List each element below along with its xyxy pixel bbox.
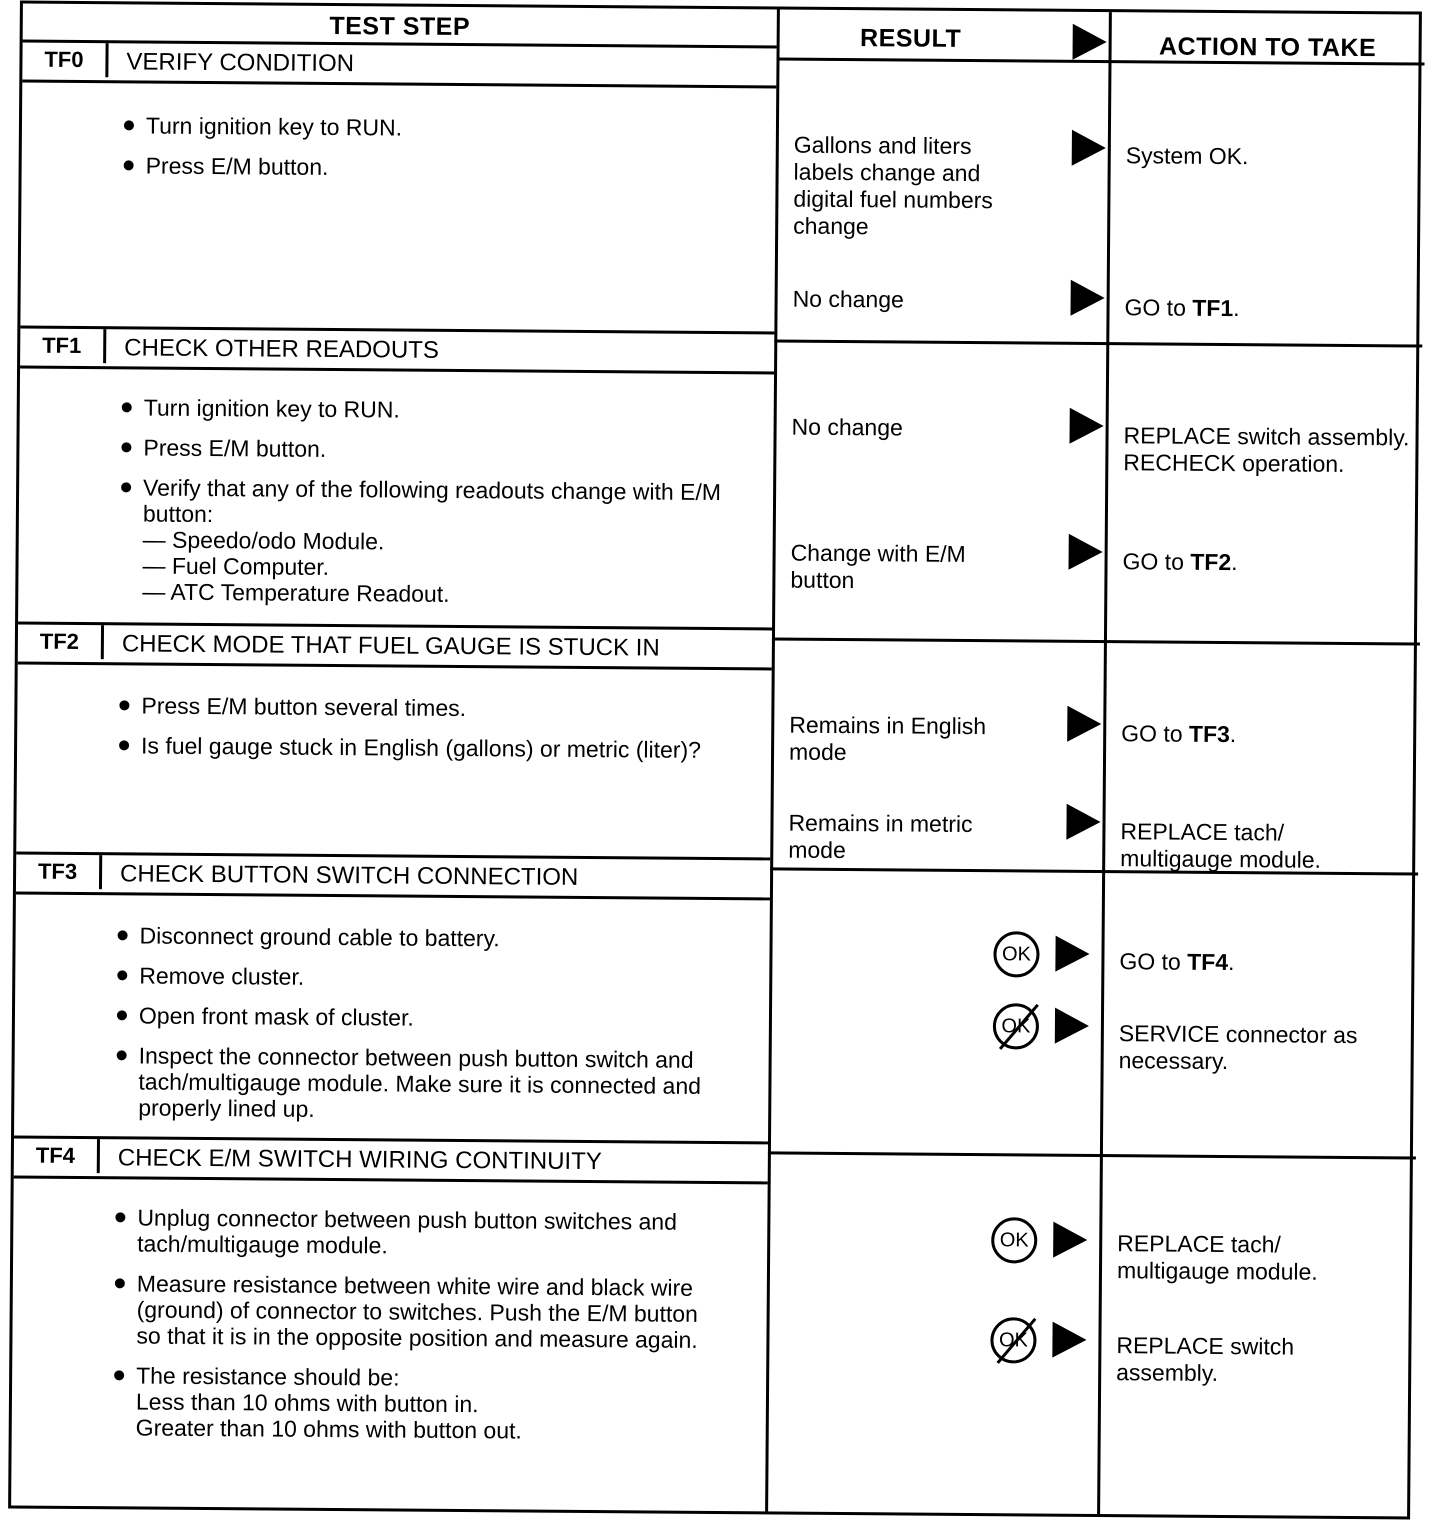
bullet-dot-icon [119, 740, 129, 750]
header-arrow-icon [1073, 24, 1107, 60]
header-result: RESULT [859, 24, 962, 53]
step-title-tf0: VERIFY CONDITION [126, 48, 355, 78]
arrow-icon [1052, 1322, 1086, 1358]
bullet-item: The resistance should be: Less than 10 ohms with button in. Greater than 10 ohms with button out. [112, 1362, 713, 1445]
bullet-dot-icon [117, 970, 127, 980]
arrow-icon [1053, 1222, 1087, 1258]
step-divider [22, 80, 776, 89]
bullet-item: Remove cluster. [115, 962, 715, 993]
resistance-list [136, 1388, 712, 1445]
readout-item: — ATC Temperature Readout. [142, 578, 450, 607]
bullet-item: Open front mask of cluster. [115, 1002, 715, 1033]
step-title-tf4: CHECK E/M SWITCH WIRING CONTINUITY [117, 1144, 602, 1176]
step-id-tf3: TF3 [16, 855, 102, 890]
step-title-tf2: CHECK MODE THAT FUEL GAUGE IS STUCK IN [121, 630, 660, 662]
step-id-tf0: TF0 [22, 43, 108, 78]
column-divider-result [765, 9, 780, 1511]
bullet-dot-icon [114, 1370, 124, 1380]
arrow-icon [1055, 1008, 1089, 1044]
step-title-tf1: CHECK OTHER READOUTS [124, 334, 440, 364]
action-text: GO to TF4. [1119, 948, 1235, 976]
bullet-item: Disconnect ground cable to battery. [116, 922, 716, 953]
bullet-dot-icon [122, 402, 132, 412]
resistance-line: Greater than 10 ohms with button out. [135, 1414, 522, 1444]
bullet-item: Inspect the connector between push button switch and tach/multigauge module. Make sure it is connected and properly lined up. [114, 1042, 715, 1125]
column-divider-action [1097, 12, 1112, 1514]
header-action: ACTION TO TAKE [1158, 32, 1377, 63]
result-text: Remains in metric mode [788, 809, 973, 864]
action-text: REPLACE switch assembly. [1116, 1332, 1295, 1386]
arrow-icon [1055, 936, 1089, 972]
ok-icon: OK [993, 931, 1039, 977]
ok-icon: OK [991, 1217, 1037, 1263]
result-text: No change [791, 413, 903, 441]
header-test-step: TEST STEP [329, 11, 471, 42]
bullet-item: Press E/M button. [119, 434, 749, 465]
action-text: REPLACE tach/ multigauge module. [1116, 1230, 1318, 1285]
diagnostic-table [8, 1, 1422, 1520]
bullet-dot-icon [121, 482, 131, 492]
step-title-tf3: CHECK BUTTON SWITCH CONNECTION [119, 860, 579, 891]
readout-item: — Fuel Computer. [142, 552, 330, 580]
action-text: REPLACE tach/ multigauge module. [1120, 818, 1322, 873]
step-id-tf1: TF1 [20, 329, 106, 364]
row-divider-right [772, 637, 1420, 645]
bullet-dot-icon [117, 1010, 127, 1020]
action-text: GO to TF3. [1121, 720, 1237, 748]
row-divider-right [768, 1151, 1416, 1159]
action-text: SERVICE connector as necessary. [1118, 1020, 1358, 1075]
bullet-list-tf0 [121, 112, 742, 197]
arrow-icon [1067, 706, 1101, 742]
bullet-item: Press E/M button. [122, 152, 742, 183]
bullet-list-tf4 [112, 1204, 714, 1459]
bullet-item: Press E/M button several times. [117, 692, 717, 723]
bullet-item: Unplug connector between push button switches and tach/multigauge module. [113, 1204, 713, 1261]
bullet-list-tf2 [117, 692, 718, 777]
step-id-tf2: TF2 [18, 625, 104, 660]
bullet-dot-icon [117, 1050, 127, 1060]
bullet-item: Turn ignition key to RUN. [122, 112, 742, 143]
arrow-icon [1066, 804, 1100, 840]
arrow-icon [1070, 280, 1104, 316]
bullet-dot-icon [115, 1278, 125, 1288]
result-text: Remains in English mode [788, 711, 987, 766]
result-text: No change [792, 285, 904, 313]
bullet-dot-icon [118, 930, 128, 940]
action-text: GO to TF1. [1124, 294, 1240, 322]
readout-item: — Speedo/odo Module. [142, 526, 385, 555]
result-text: Gallons and liters labels change and digital fuel numbers change [793, 131, 993, 240]
arrow-icon [1069, 408, 1103, 444]
action-text: System OK. [1125, 142, 1249, 170]
bullet-item: Measure resistance between white wire and black wire (ground) of connector to switches. Push the E/M button so that it is in the opposite position and measure again. [112, 1270, 713, 1353]
row-divider-right [774, 339, 1422, 347]
bullet-dot-icon [119, 700, 129, 710]
bullet-dot-icon [124, 160, 134, 170]
arrow-icon [1072, 130, 1106, 166]
bullet-dot-icon [115, 1212, 125, 1222]
bullet-item: Turn ignition key to RUN. [120, 394, 750, 425]
arrow-icon [1069, 534, 1103, 570]
bullet-item: Is fuel gauge stuck in English (gallons) or metric (liter)? [117, 732, 717, 763]
bullet-list-tf3 [114, 922, 716, 1139]
result-text: Change with E/M button [790, 539, 966, 594]
action-text: REPLACE switch assembly. RECHECK operation. [1123, 422, 1410, 477]
action-text: GO to TF2. [1122, 548, 1238, 576]
bullet-dot-icon [124, 120, 134, 130]
not-ok-icon: OK [993, 1003, 1039, 1049]
readout-list [142, 526, 749, 609]
not-ok-icon: OK [990, 1317, 1036, 1363]
step-id-tf4: TF4 [14, 1139, 100, 1174]
resistance-line: Less than 10 ohms with button in. [135, 1388, 479, 1418]
bullet-dot-icon [121, 442, 131, 452]
bullet-list-tf1 [118, 394, 750, 623]
bullet-item: Verify that any of the following readouts change with E/M button: — Speedo/odo Module. — Fuel Computer. — ATC Temperature Readout. [118, 474, 749, 609]
